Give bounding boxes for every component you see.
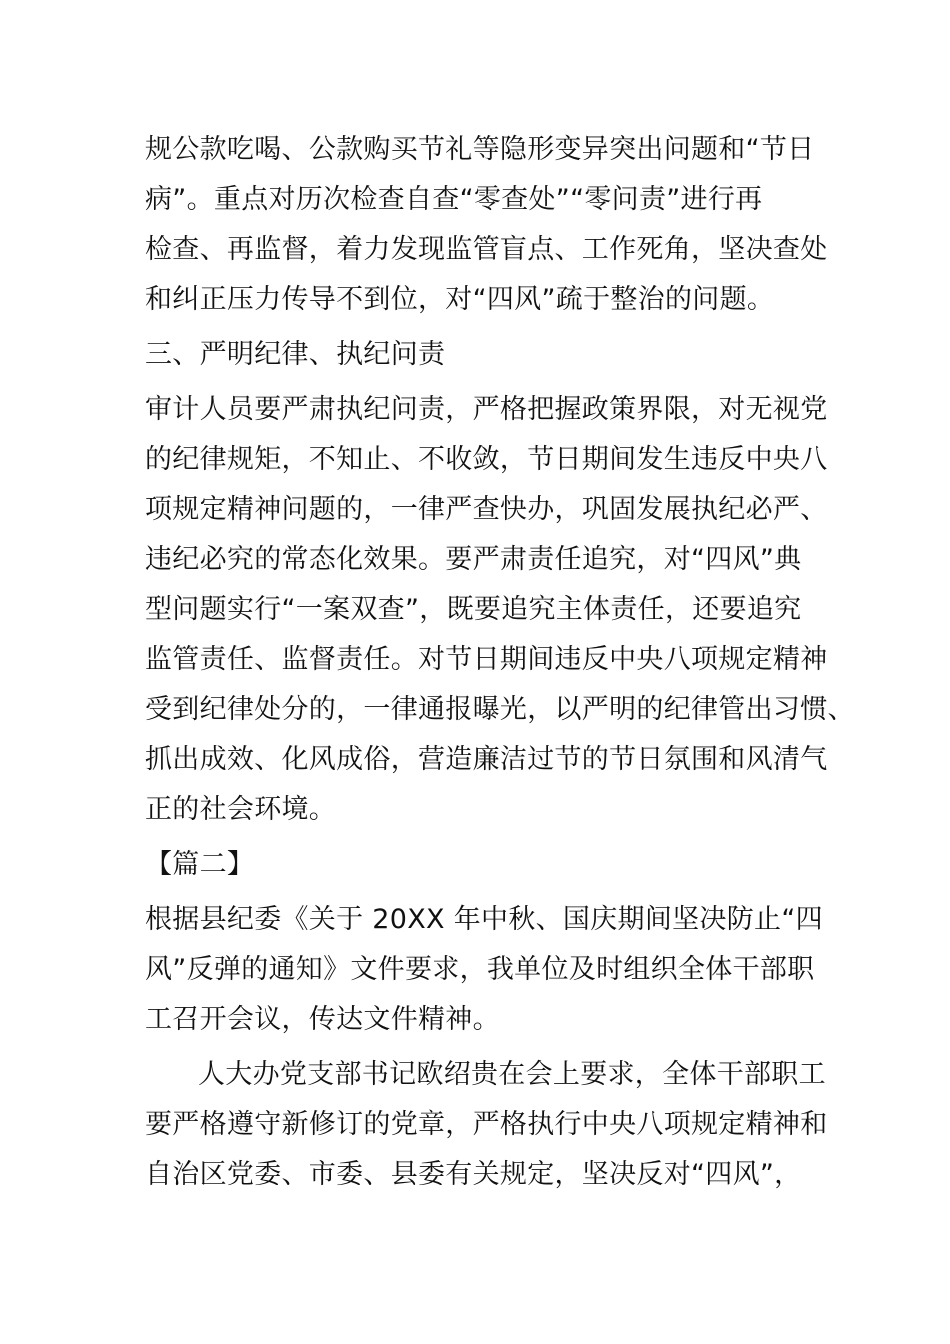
paragraph-line: 和纠正压力传导不到位，对“四风”疏于整治的问题。: [145, 284, 775, 315]
paragraph-line: 抓出成效、化风成俗，营造廉洁过节的节日氛围和风清气: [145, 744, 828, 775]
paragraph-line: 根据县纪委《关于 20XX 年中秋、国庆期间坚决防止“四: [145, 904, 823, 935]
paragraph-line: 正的社会环境。: [145, 794, 337, 825]
paragraph-line: 检查、再监督，着力发现监管盲点、工作死角，坚决查处: [145, 234, 828, 265]
paragraph-line: 监管责任、监督责任。对节日期间违反中央八项规定精神: [145, 644, 828, 675]
paragraph-line: 工召开会议，传达文件精神。: [145, 1004, 500, 1035]
paragraph-line: 病”。重点对历次检查自查“零查处”“零问责”进行再: [145, 184, 763, 215]
paragraph-line: 型问题实行“一案双查”，既要追究主体责任，还要追究: [145, 594, 802, 625]
paragraph-line: 自治区党委、市委、县委有关规定，坚决反对“四风”，: [145, 1159, 802, 1190]
paragraph-line: 规公款吃喝、公款购买节礼等隐形变异突出问题和“节日: [145, 134, 815, 165]
section-heading: 【篇二】: [145, 849, 255, 880]
paragraph-line: 项规定精神问题的，一律严查快办，巩固发展执纪必严、: [145, 494, 828, 525]
paragraph-line: 受到纪律处分的，一律通报曝光，以严明的纪律管出习惯、: [145, 694, 855, 725]
paragraph-line: 违纪必究的常态化效果。要严肃责任追究，对“四风”典: [145, 544, 802, 575]
paragraph-line: 审计人员要严肃执纪问责，严格把握政策界限，对无视党: [145, 394, 828, 425]
paragraph-line: 要严格遵守新修订的党章，严格执行中央八项规定精神和: [145, 1109, 828, 1140]
paragraph-line: 风”反弹的通知》文件要求，我单位及时组织全体干部职: [145, 954, 815, 985]
paragraph-line: 的纪律规矩，不知止、不收敛，节日期间发生违反中央八: [145, 444, 828, 475]
paragraph-line-indented: 人大办党支部书记欧绍贵在会上要求，全体干部职工: [198, 1059, 826, 1090]
section-heading: 三、严明纪律、执纪问责: [145, 339, 446, 370]
